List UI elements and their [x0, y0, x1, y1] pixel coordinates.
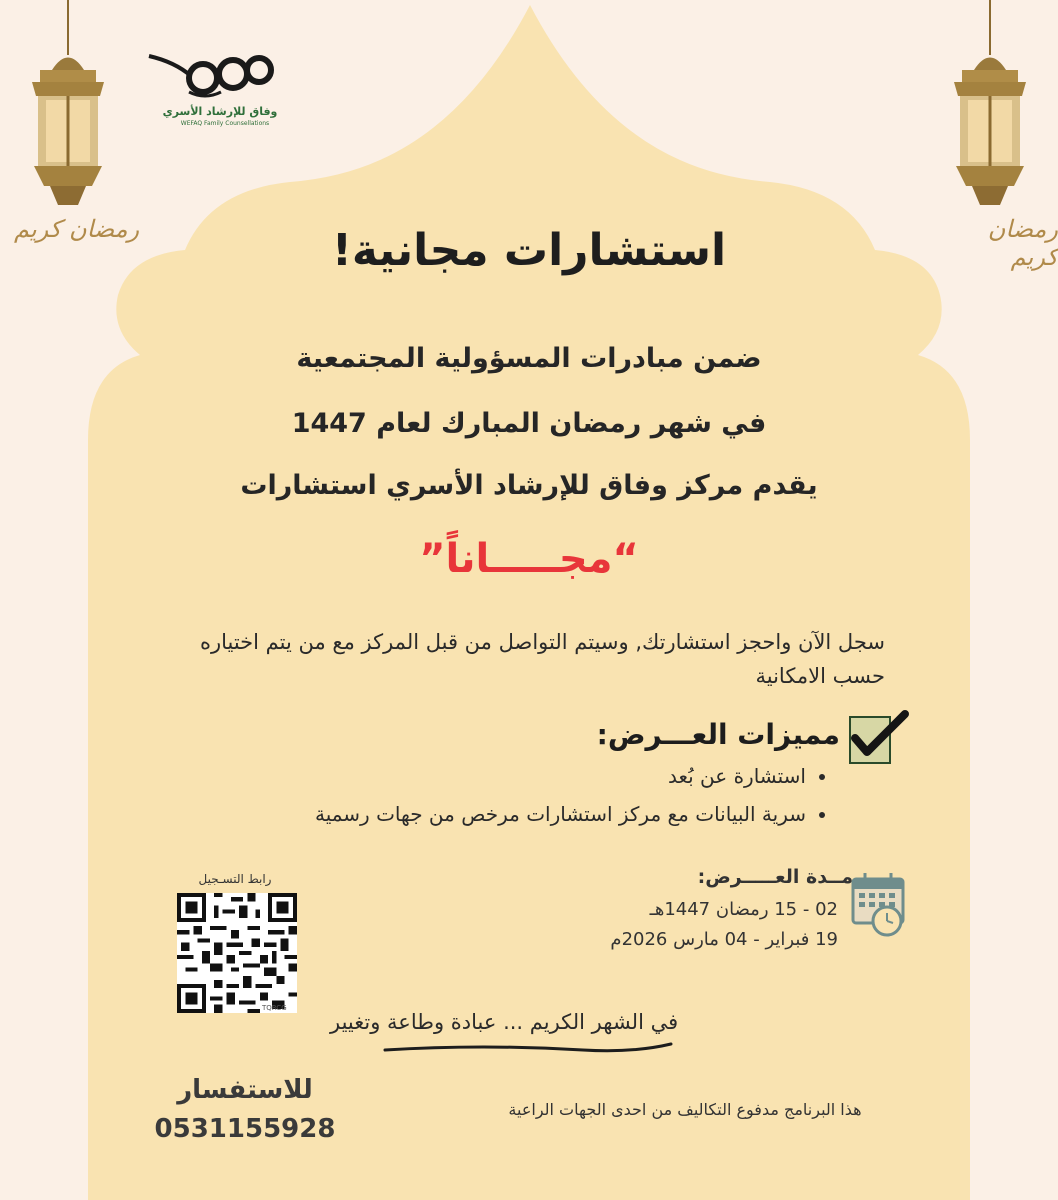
checkbox-icon	[849, 716, 891, 764]
register-text: سجل الآن واحجز استشارتك, وسيتم التواصل من قبل المركز مع من يتم اختياره حسب الامكانية	[199, 630, 885, 688]
lantern-right	[954, 0, 1026, 205]
ramadan-greeting-right: رمضان كريم	[987, 215, 1058, 271]
feature-item: • سرية البيانات مع مركز استشارات مرخص من جهات رسمية	[315, 795, 806, 833]
intro-line-2: في شهر رمضان المبارك لعام 1447	[291, 408, 767, 439]
intro-line-3: يقدم مركز وفاق للإرشاد الأسري استشارات	[240, 470, 818, 501]
features-title: مميزات العـــرض:	[596, 718, 840, 751]
free-highlight: “مجـــــاناً”	[419, 536, 639, 582]
feature-item: • استشارة عن بُعد	[315, 757, 806, 795]
date-hijri: 02 - 15 رمضان 1447هـ	[649, 899, 838, 920]
ramadan-greeting-left: رمضان كريم	[14, 215, 140, 243]
date-gregorian: 19 فبراير - 04 مارس 2026م	[610, 929, 838, 950]
qr-label: رابط التسـجيل	[198, 872, 272, 886]
qr-code[interactable]	[177, 893, 297, 1013]
contact-title: للاستفسار	[177, 1075, 313, 1105]
lantern-left	[32, 0, 104, 205]
slogan-underline	[383, 1038, 673, 1058]
intro-line-1: ضمن مبادرات المسؤولية المجتمعية	[296, 343, 762, 374]
sponsor-note: هذا البرنامج مدفوع التكاليف من احدى الجهات الراعية	[508, 1100, 862, 1119]
wefaq-logo-mark	[145, 48, 285, 104]
headline: استشارات مجانية!	[331, 225, 727, 276]
slogan: في الشهر الكريم ... عبادة وطاعة وتغيير	[330, 1010, 679, 1034]
contact-phone[interactable]: 0531155928	[154, 1114, 336, 1144]
logo-english-name: WEFAQ Family Counsellations	[180, 120, 270, 127]
duration-title: مــدة العـــــرض:	[697, 866, 853, 888]
calendar-icon	[851, 873, 907, 939]
logo-arabic-name: وفاق للإرشاد الأسري	[162, 105, 278, 118]
features-list	[315, 757, 828, 833]
qr-brand: TQRCG	[262, 1004, 287, 1012]
